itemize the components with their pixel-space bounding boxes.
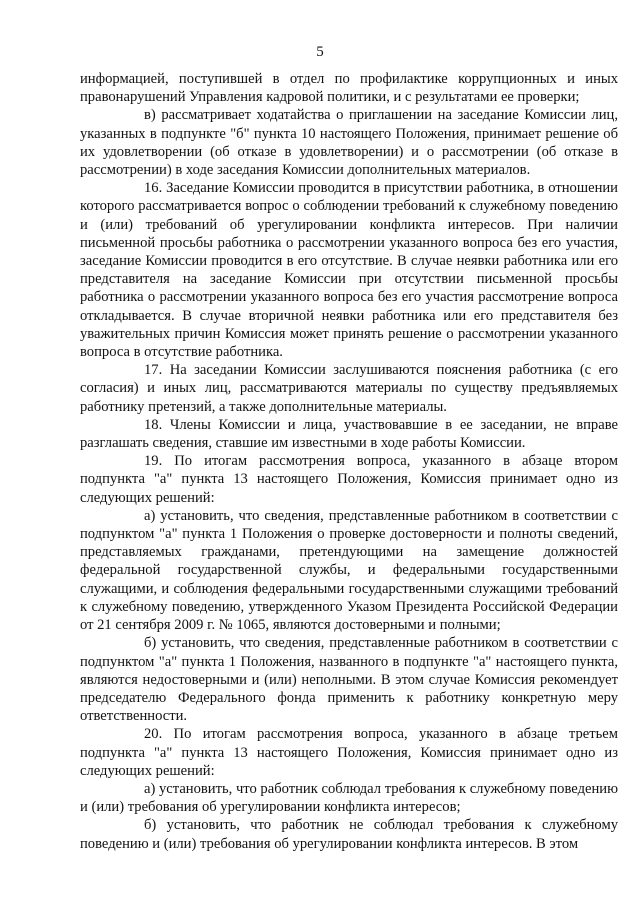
paragraph-19: 19. По итогам рассмотрения вопроса, указанного в абзаце втором подпункта "а" пункта 13 настоящего Положения, Комиссия принимает одно из следующих решений: (80, 453, 618, 506)
paragraph-19-a: а) установить, что сведения, представленные работником в соответствии с подпунктом "а" пункта 1 Положения о проверке достоверности и полноты сведений, представляемых гражданами, претендующими на замещение должностей федеральной государственной службы, и федеральными государственными служащими, и соблюдения федеральными государственными служащими требований к служебному поведению, утвержденного Указом Президента Российской Федерации от 21 сентября 2009 г. № 1065, являются достоверными и полными; (80, 507, 618, 634)
paragraph-20: 20. По итогам рассмотрения вопроса, указанного в абзаце третьем подпункта "а" пункта 13 настоящего Положения, Комиссия принимает одно из следующих решений: (80, 726, 618, 779)
page-number: 5 (316, 44, 324, 60)
paragraph-15-v: в) рассматривает ходатайства о приглашении на заседание Комиссии лиц, указанных в подпункте "б" пункта 10 настоящего Положения, принимает решение об их удовлетворении (об отказе в удовлетворении) и о рассмотрении (об отказе в рассмотрении) в ходе заседания Комиссии дополнительных материалов. (80, 107, 618, 179)
paragraph-16: 16. Заседание Комиссии проводится в присутствии работника, в отношении которого рассматривается вопрос о соблюдении требований к служебному поведению и (или) требований об урегулировании конфликта интересов. При наличии письменной просьбы работника о рассмотрении указанного вопроса без его участия, заседание Комиссии проводится в его отсутствие. В случае неявки работника или его представителя на заседание Комиссии при отсутствии письменной просьбы работника о рассмотрении указанного вопроса без его участия рассмотрение вопроса откладывается. В случае вторичной неявки работника или его представителя без уважительных причин Комиссия может принять решение о рассмотрении указанного вопроса в отсутствие работника. (80, 180, 618, 361)
paragraph-continuation: информацией, поступившей в отдел по профилактике коррупционных и иных правонарушений Управления кадровой политики, и с результатами ее проверки; (80, 71, 618, 106)
paragraph-17: 17. На заседании Комиссии заслушиваются пояснения работника (с его согласия) и иных лиц, рассматриваются материалы по существу предъявляемых работнику претензий, а также дополнительные материалы. (80, 362, 618, 415)
paragraph-18: 18. Члены Комиссии и лица, участвовавшие в ее заседании, не вправе разглашать сведения, ставшие им известными в ходе работы Комиссии. (80, 416, 618, 452)
paragraph-19-b: б) установить, что сведения, представленные работником в соответствии с подпунктом "а" пункта 1 Положения, названного в подпункте "а" настоящего пункта, являются недостоверными и (или) неполными. В этом случае Комиссия рекомендует председателю Федерального фонда применить к работнику конкретную меру ответственности. (80, 635, 618, 725)
paragraph-20-b: б) установить, что работник не соблюдал требования к служебному поведению и (или) требования об урегулировании конфликта интересов. В этом (80, 817, 618, 852)
document-body (80, 70, 618, 853)
paragraph-20-a: а) установить, что работник соблюдал требования к служебному поведению и (или) требования об урегулировании конфликта интересов; (80, 780, 618, 816)
